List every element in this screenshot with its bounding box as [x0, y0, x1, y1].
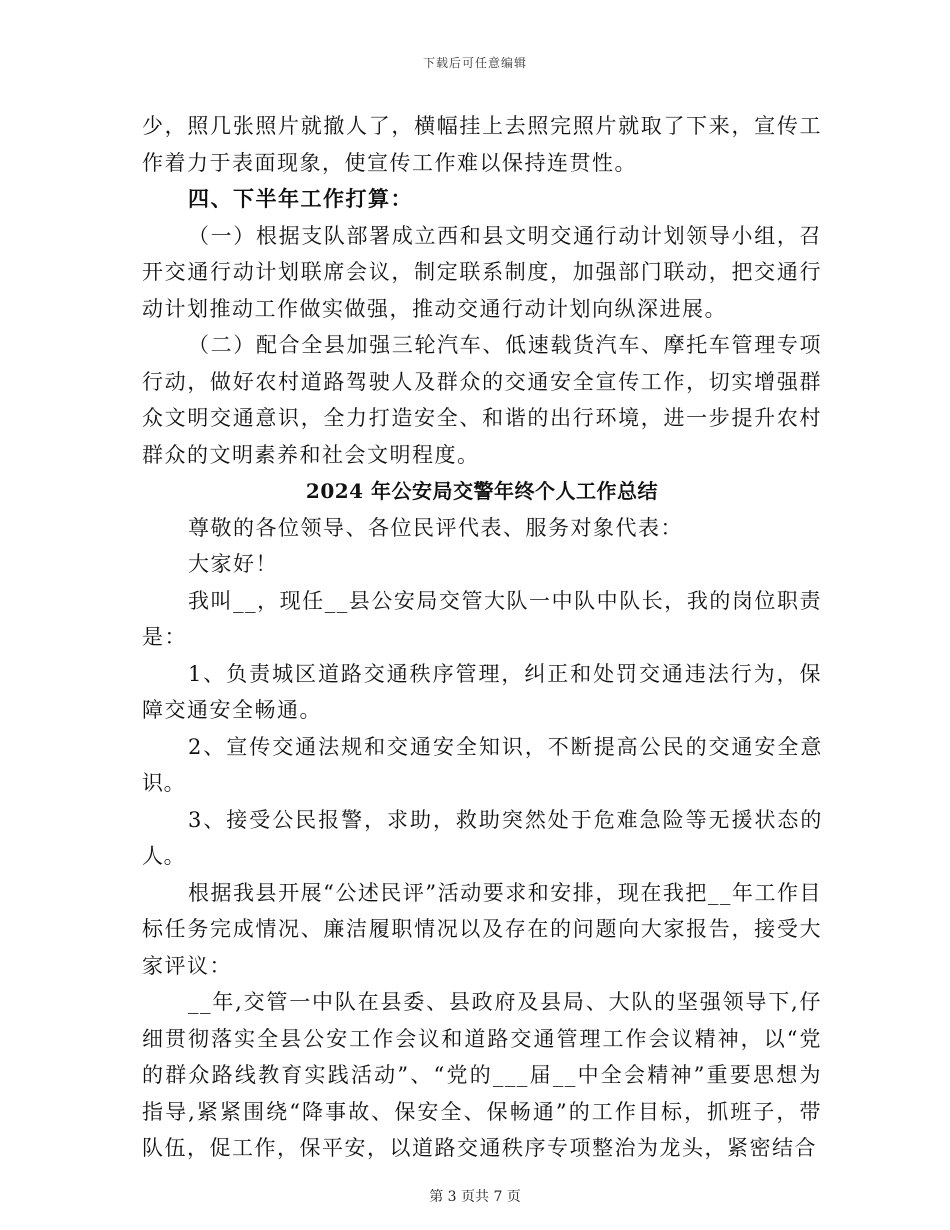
- duty-item-3: 3、接受公民报警，求助，救助突然处于危难急险等无援状态的人。: [142, 807, 822, 868]
- hello-line: 大家好！: [188, 552, 278, 576]
- section-heading: 四、下半年工作打算：: [188, 186, 413, 211]
- paragraph-summary: __年,交管一中队在县委、县政府及县局、大队的坚强领导下,仔细贯彻落实全县公安工作会议和道路交通管理工作会议精神，以“党的群众路线教育实践活动”、“党的___届__中全会精神”重要思想为指导,紧紧围绕“降事故、保安全、保畅通”的工作目标，抓班子，带队伍，促工作，保平安，以道路交通秩序专项整治为龙头，紧密结合: [142, 990, 822, 1160]
- paragraph-continuation: 少，照几张照片就撤人了，横幅挂上去照完照片就取了下来，宣传工作着力于表面现象，使宣传工作难以保持连贯性。: [142, 114, 822, 175]
- duty-item-2: 2、宣传交通法规和交通安全知识，不断提高公民的交通安全意识。: [142, 734, 822, 795]
- document-title: 2024 年公安局交警年终个人工作总结: [305, 479, 659, 503]
- paragraph-intro: 我叫__，现任__县公安局交管大队一中队中队长，我的岗位职责是：: [142, 588, 822, 649]
- paragraph-report: 根据我县开展“公述民评”活动要求和安排，现在我把__年工作目标任务完成情况、廉洁履职情况以及存在的问题向大家报告，接受大家评议：: [142, 880, 822, 978]
- page-number: 第 3 页共 7 页: [429, 1189, 521, 1205]
- document-body: [142, 108, 822, 1167]
- paragraph-plan-1: （一）根据支队部署成立西和县文明交通行动计划领导小组，召开交通行动计划联席会议，制定联系制度，加强部门联动，把交通行动计划推动工作做实做强，推动交通行动计划向纵深进展。: [142, 223, 822, 321]
- duty-item-1: 1、负责城区道路交通秩序管理，纠正和处罚交通违法行为，保障交通安全畅通。: [142, 661, 822, 722]
- paragraph-plan-2: （二）配合全县加强三轮汽车、低速载货汽车、摩托车管理专项行动，做好农村道路驾驶人及群众的交通安全宣传工作，切实增强群众文明交通意识，全力打造安全、和谐的出行环境，进一步提升农村群众的文明素养和社会文明程度。: [142, 333, 822, 467]
- page-header: 下载后可任意编辑: [422, 56, 527, 70]
- greeting-line: 尊敬的各位领导、各位民评代表、服务对象代表：: [188, 515, 683, 540]
